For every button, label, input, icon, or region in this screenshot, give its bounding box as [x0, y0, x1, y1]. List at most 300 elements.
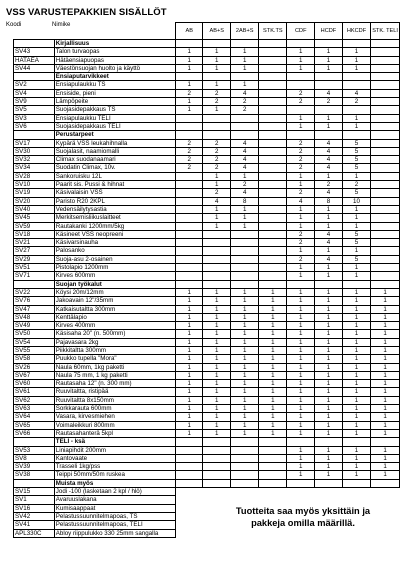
quantity-cell: 1: [259, 338, 287, 346]
quantity-cell: 1: [231, 346, 259, 354]
table-row: [14, 156, 400, 164]
quantity-cell: 1: [287, 172, 315, 180]
item-name: Käsivalaisin VSS: [54, 189, 175, 197]
quantity-cell: [259, 48, 287, 56]
section-empty-cell: [176, 438, 203, 446]
item-code: SV51: [14, 264, 55, 272]
quantity-cell: 1: [176, 81, 203, 89]
quantity-cell: 1: [176, 330, 203, 338]
quantity-cell: 1: [259, 363, 287, 371]
item-code: SV1: [14, 496, 55, 504]
quantity-cell: 1: [342, 446, 370, 454]
quantity-cell: [259, 89, 287, 97]
section-empty-cell: [176, 280, 203, 288]
item-name: Käsisaha 20" (n. 500mm): [54, 330, 175, 338]
quantity-cell: [231, 239, 259, 247]
table-row: [14, 106, 400, 114]
quantity-cell: 1: [287, 214, 315, 222]
quantity-cell: 2: [315, 181, 343, 189]
quantity-cell: [371, 247, 400, 255]
quantity-cell: 1: [342, 330, 370, 338]
table-row: [14, 413, 400, 421]
section-empty-cell: [231, 438, 259, 446]
item-name: Naula 60mm, 1kg paketti: [54, 363, 175, 371]
column-header: STK.TS: [259, 23, 287, 40]
quantity-cell: [259, 81, 287, 89]
quantity-cell: [203, 114, 231, 122]
quantity-cell: 1: [176, 405, 203, 413]
section-empty-cell: [259, 438, 287, 446]
quantity-cell: 2: [287, 98, 315, 106]
quantity-cell: [176, 172, 203, 180]
quantity-cell: 1: [371, 396, 400, 404]
quantity-cell: [371, 81, 400, 89]
quantity-cell: 1: [176, 388, 203, 396]
quantity-cell: 1: [231, 363, 259, 371]
quantity-cell: 1: [176, 363, 203, 371]
quantity-cell: [371, 89, 400, 97]
quantity-cell: 1: [315, 64, 343, 72]
quantity-cell: 2: [203, 89, 231, 97]
quantity-cell: [371, 156, 400, 164]
quantity-cell: 1: [231, 205, 259, 213]
quantity-cell: 1: [315, 205, 343, 213]
quantity-cell: 1: [176, 396, 203, 404]
quantity-cell: 2: [287, 164, 315, 172]
quantity-cell: 1: [342, 355, 370, 363]
quantity-cell: 1: [231, 81, 259, 89]
quantity-cell: 4: [287, 197, 315, 205]
quantity-cell: 1: [203, 413, 231, 421]
item-code: SV45: [14, 214, 55, 222]
quantity-cell: [176, 471, 203, 479]
quantity-cell: 1: [203, 396, 231, 404]
quantity-cell: 4: [315, 147, 343, 155]
quantity-cell: 1: [315, 429, 343, 437]
quantity-cell: 1: [231, 421, 259, 429]
quantity-cell: 1: [287, 64, 315, 72]
quantity-cell: 1: [203, 380, 231, 388]
section-empty-cell: [371, 131, 400, 139]
quantity-cell: 1: [231, 380, 259, 388]
quantity-cell: 1: [287, 330, 315, 338]
item-name: Käsivarsinauha: [54, 239, 175, 247]
section-code-cell: [14, 479, 55, 487]
quantity-cell: 4: [231, 147, 259, 155]
table-row: [14, 114, 400, 122]
section-title: Ensiaputarvikkeet: [54, 73, 175, 81]
quantity-cell: 1: [259, 380, 287, 388]
quantity-cell: 1: [342, 396, 370, 404]
item-code: SV53: [14, 446, 55, 454]
quantity-cell: 5: [342, 156, 370, 164]
item-name: Piikkitaltta 300mm: [54, 346, 175, 354]
quantity-cell: [176, 122, 203, 130]
item-code: SV27: [14, 247, 55, 255]
item-code: SV47: [14, 305, 55, 313]
quantity-cell: 1: [371, 429, 400, 437]
quantity-cell: [203, 255, 231, 263]
quantity-cell: 1: [287, 181, 315, 189]
quantity-cell: 1: [315, 463, 343, 471]
item-name: Väestönsuojan huolto ja käyttö: [54, 64, 175, 72]
quantity-cell: 1: [342, 205, 370, 213]
table-row: [14, 496, 400, 504]
table-row: [14, 330, 400, 338]
item-code: SV22: [14, 288, 55, 296]
quantity-cell: 5: [342, 239, 370, 247]
column-header: HKCDF: [342, 23, 370, 40]
quantity-cell: [231, 247, 259, 255]
quantity-cell: 1: [176, 64, 203, 72]
quantity-cell: 1: [371, 471, 400, 479]
table-row: [14, 388, 400, 396]
quantity-cell: [371, 147, 400, 155]
item-name: Avaruuslakana: [54, 496, 175, 504]
item-code: SV8: [14, 454, 55, 462]
quantity-cell: 2: [203, 156, 231, 164]
table-row: [14, 529, 400, 537]
quantity-cell: [231, 454, 259, 462]
item-code: SV54: [14, 338, 55, 346]
quantity-cell: 1: [342, 463, 370, 471]
item-code: SV43: [14, 48, 55, 56]
quantity-cell: 1: [203, 322, 231, 330]
quantity-cell: 4: [231, 164, 259, 172]
blank-area: [176, 529, 400, 537]
quantity-cell: [176, 454, 203, 462]
quantity-cell: 2: [231, 106, 259, 114]
quantity-cell: 2: [287, 230, 315, 238]
quantity-cell: [259, 446, 287, 454]
section-title-row: [14, 280, 400, 288]
quantity-cell: 1: [342, 454, 370, 462]
quantity-cell: [231, 272, 259, 280]
section-title: Perustarpeet: [54, 131, 175, 139]
quantity-cell: 4: [315, 89, 343, 97]
quantity-cell: 5: [342, 164, 370, 172]
quantity-cell: 1: [371, 322, 400, 330]
quantity-cell: 1: [371, 405, 400, 413]
quantity-cell: 1: [176, 355, 203, 363]
quantity-cell: [176, 197, 203, 205]
quantity-cell: 1: [203, 297, 231, 305]
section-code-cell: [14, 438, 55, 446]
table-row: [14, 363, 400, 371]
table-row: [14, 446, 400, 454]
quantity-cell: 1: [342, 388, 370, 396]
quantity-cell: 1: [176, 338, 203, 346]
table-row: [14, 355, 400, 363]
quantity-cell: [176, 272, 203, 280]
item-name: Suoja-asu 2-osainen: [54, 255, 175, 263]
item-code: SV42: [14, 512, 55, 520]
item-name: Liniapihdit 200mm: [54, 446, 175, 454]
quantity-cell: 2: [287, 239, 315, 247]
quantity-cell: 1: [259, 421, 287, 429]
item-code: SV15: [14, 488, 55, 496]
quantity-cell: 1: [176, 98, 203, 106]
quantity-cell: 1: [203, 330, 231, 338]
section-empty-cell: [287, 280, 315, 288]
quantity-cell: 1: [176, 56, 203, 64]
item-name: Ensiapulaukku TS: [54, 81, 175, 89]
quantity-cell: 1: [371, 330, 400, 338]
item-code: SV44: [14, 64, 55, 72]
quantity-cell: [259, 64, 287, 72]
quantity-cell: 1: [342, 380, 370, 388]
section-code-cell: [14, 280, 55, 288]
quantity-cell: 5: [342, 230, 370, 238]
table-row: [14, 297, 400, 305]
quantity-cell: 1: [287, 264, 315, 272]
item-code: SV10: [14, 181, 55, 189]
item-name: Naula 75 mm, 1 kg paketti: [54, 371, 175, 379]
item-name: Lämpöpeite: [54, 98, 175, 106]
section-title-row: [14, 40, 400, 48]
quantity-cell: 1: [231, 64, 259, 72]
section-empty-cell: [203, 73, 231, 81]
item-name: Jodi -100 (lasketaan 2 kpl / hlö): [54, 488, 175, 496]
item-code: SV16: [14, 504, 55, 512]
quantity-cell: [287, 106, 315, 114]
column-header: HCDF: [315, 23, 343, 40]
item-name: Suojasidepakkaus TELI: [54, 122, 175, 130]
quantity-cell: [259, 147, 287, 155]
quantity-cell: [259, 471, 287, 479]
item-code: SV64: [14, 413, 55, 421]
quantity-cell: 8: [315, 197, 343, 205]
quantity-cell: 1: [231, 305, 259, 313]
quantity-cell: [231, 255, 259, 263]
blank-area: [176, 488, 400, 496]
section-empty-cell: [342, 131, 370, 139]
item-code: SV67: [14, 371, 55, 379]
item-code: SV48: [14, 313, 55, 321]
item-code: SV60: [14, 380, 55, 388]
quantity-cell: 1: [259, 429, 287, 437]
item-name: Suojasidepakkaus TS: [54, 106, 175, 114]
quantity-cell: [176, 463, 203, 471]
item-code: SV62: [14, 396, 55, 404]
item-name: Ruuvitaltta, ristipää: [54, 388, 175, 396]
item-code: SV55: [14, 346, 55, 354]
item-name: Hätäensiapuopas: [54, 56, 175, 64]
section-empty-cell: [259, 479, 287, 487]
quantity-cell: [315, 106, 343, 114]
quantity-cell: [259, 454, 287, 462]
table-row: [14, 264, 400, 272]
quantity-cell: 4: [315, 230, 343, 238]
item-name: Talon turvaopas: [54, 48, 175, 56]
quantity-cell: 1: [287, 371, 315, 379]
quantity-cell: 1: [203, 421, 231, 429]
quantity-cell: 1: [259, 355, 287, 363]
quantity-cell: 1: [176, 305, 203, 313]
quantity-cell: 1: [342, 346, 370, 354]
quantity-cell: 4: [315, 139, 343, 147]
item-name: Vasara, kirvesmiehen: [54, 413, 175, 421]
quantity-cell: 1: [176, 346, 203, 354]
quantity-cell: 1: [203, 81, 231, 89]
quantity-cell: [259, 255, 287, 263]
quantity-cell: 1: [203, 106, 231, 114]
quantity-cell: [203, 446, 231, 454]
quantity-cell: 1: [342, 405, 370, 413]
section-empty-cell: [176, 131, 203, 139]
quantity-cell: [203, 463, 231, 471]
quantity-cell: 1: [315, 172, 343, 180]
quantity-cell: 1: [231, 388, 259, 396]
quantity-cell: 1: [203, 338, 231, 346]
section-empty-cell: [259, 73, 287, 81]
quantity-cell: [259, 56, 287, 64]
item-name: Puukko tupella "Mora": [54, 355, 175, 363]
quantity-cell: 2: [231, 181, 259, 189]
quantity-cell: [371, 264, 400, 272]
table-row: [14, 272, 400, 280]
section-empty-cell: [315, 438, 343, 446]
quantity-cell: [259, 205, 287, 213]
quantity-cell: [231, 471, 259, 479]
quantity-cell: 1: [315, 122, 343, 130]
item-code: SV65: [14, 421, 55, 429]
section-empty-cell: [176, 73, 203, 81]
section-empty-cell: [342, 479, 370, 487]
quantity-cell: 1: [176, 421, 203, 429]
quantity-cell: 1: [259, 388, 287, 396]
quantity-cell: [203, 272, 231, 280]
quantity-cell: 1: [315, 471, 343, 479]
item-name: Kenttälapio: [54, 313, 175, 321]
column-header: 2AB+S: [231, 23, 259, 40]
quantity-cell: 1: [315, 247, 343, 255]
table-row: [14, 98, 400, 106]
quantity-cell: [371, 98, 400, 106]
table-row: [14, 89, 400, 97]
column-header: AB: [176, 23, 203, 40]
section-empty-cell: [203, 479, 231, 487]
quantity-cell: 1: [231, 172, 259, 180]
quantity-cell: [259, 156, 287, 164]
quantity-cell: 5: [342, 147, 370, 155]
quantity-cell: 2: [287, 255, 315, 263]
item-name: Rautasahanterä 5kpl: [54, 429, 175, 437]
quantity-cell: [371, 122, 400, 130]
quantity-cell: 1: [203, 214, 231, 222]
item-code: SV63: [14, 405, 55, 413]
quantity-cell: [259, 106, 287, 114]
item-name: Kumisaappaat: [54, 504, 175, 512]
quantity-cell: 1: [203, 313, 231, 321]
item-name: Katkaisutaltta 300mm: [54, 305, 175, 313]
quantity-cell: 1: [287, 396, 315, 404]
item-code: APL330C: [14, 529, 55, 537]
quantity-cell: 1: [203, 181, 231, 189]
section-empty-cell: [371, 280, 400, 288]
quantity-cell: 1: [203, 64, 231, 72]
item-code: SV20: [14, 197, 55, 205]
item-name: Palosanko: [54, 247, 175, 255]
quantity-cell: [371, 56, 400, 64]
quantity-cell: 1: [342, 272, 370, 280]
item-name: Käsineet VSS neopreeni: [54, 230, 175, 238]
quantity-cell: 2: [176, 139, 203, 147]
quantity-cell: 1: [342, 305, 370, 313]
section-empty-cell: [287, 73, 315, 81]
table-row: [14, 463, 400, 471]
table-row: [14, 305, 400, 313]
section-empty-cell: [203, 40, 231, 48]
quantity-cell: [203, 264, 231, 272]
item-code: HATAEA: [14, 56, 55, 64]
quantity-cell: [259, 222, 287, 230]
section-empty-cell: [259, 280, 287, 288]
quantity-cell: 1: [287, 413, 315, 421]
quantity-cell: [231, 264, 259, 272]
table-row: [14, 247, 400, 255]
quantity-cell: 1: [203, 305, 231, 313]
section-empty-cell: [371, 438, 400, 446]
quantity-cell: 2: [287, 89, 315, 97]
quantity-cell: [287, 81, 315, 89]
quantity-cell: [371, 222, 400, 230]
section-title-row: [14, 73, 400, 81]
table-row: [14, 488, 400, 496]
quantity-cell: [231, 114, 259, 122]
quantity-cell: 1: [203, 405, 231, 413]
section-empty-cell: [342, 280, 370, 288]
quantity-cell: [176, 205, 203, 213]
table-row: [14, 164, 400, 172]
section-title-row: [14, 438, 400, 446]
quantity-cell: 4: [231, 156, 259, 164]
quantity-cell: 1: [315, 396, 343, 404]
quantity-cell: 2: [176, 156, 203, 164]
quantity-cell: 1: [259, 288, 287, 296]
quantity-cell: [371, 255, 400, 263]
quantity-cell: [371, 272, 400, 280]
quantity-cell: 1: [203, 222, 231, 230]
item-name: Köysi 20m/12mm: [54, 288, 175, 296]
quantity-cell: [176, 114, 203, 122]
quantity-cell: 4: [315, 255, 343, 263]
quantity-cell: 1: [231, 330, 259, 338]
table-row: [14, 205, 400, 213]
table-row: [14, 172, 400, 180]
quantity-cell: 1: [259, 322, 287, 330]
quantity-cell: 1: [259, 405, 287, 413]
section-empty-cell: [287, 40, 315, 48]
quantity-cell: [371, 239, 400, 247]
quantity-cell: 1: [315, 297, 343, 305]
quantity-cell: 1: [342, 421, 370, 429]
section-empty-cell: [315, 73, 343, 81]
quantity-cell: 1: [342, 313, 370, 321]
quantity-cell: 1: [231, 56, 259, 64]
item-name: Merkitsemisliikuslaitteet: [54, 214, 175, 222]
quantity-cell: 1: [342, 114, 370, 122]
quantity-cell: 1: [371, 305, 400, 313]
quantity-cell: [371, 181, 400, 189]
quantity-cell: [371, 197, 400, 205]
item-name: Rautakanki 1200mm/5kg: [54, 222, 175, 230]
quantity-cell: 1: [203, 371, 231, 379]
quantity-cell: 1: [315, 355, 343, 363]
quantity-cell: 1: [287, 405, 315, 413]
quantity-cell: 1: [315, 222, 343, 230]
section-empty-cell: [315, 479, 343, 487]
